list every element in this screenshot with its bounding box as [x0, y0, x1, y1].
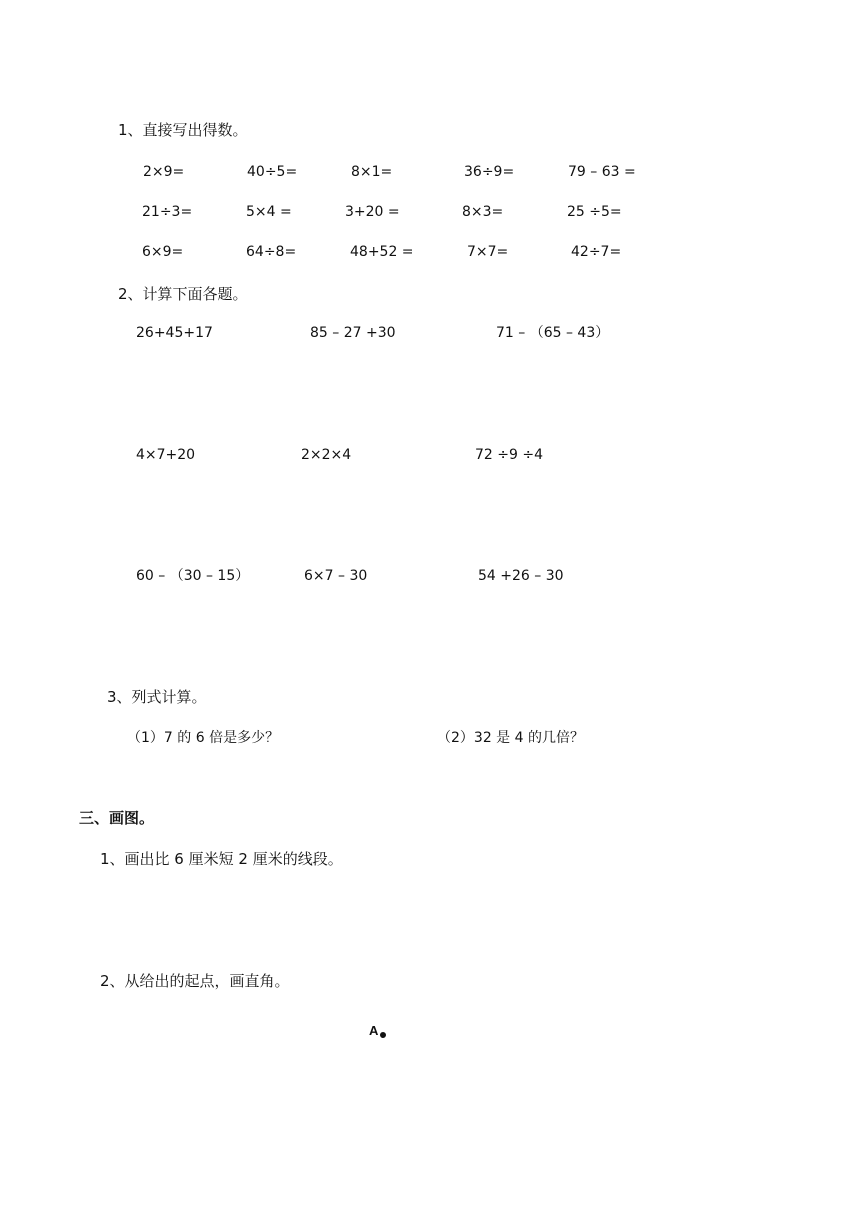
oral-calc-item: 5×4 =: [246, 204, 292, 220]
oral-calc-item: 25 ÷5=: [567, 204, 622, 220]
start-point-a: [369, 1024, 391, 1044]
calc-problem: 71 – （65 – 43）: [496, 325, 610, 341]
calc-problem: 6×7 – 30: [304, 568, 368, 584]
oral-calc-item: 8×3=: [462, 204, 504, 220]
oral-calc-item: 8×1=: [351, 164, 393, 180]
oral-calc-item: 7×7=: [467, 244, 509, 260]
oral-calc-item: 2×9=: [143, 164, 185, 180]
oral-calc-item: 21÷3=: [142, 204, 193, 220]
oral-calc-item: 40÷5=: [247, 164, 298, 180]
oral-calc-item: 36÷9=: [464, 164, 515, 180]
oral-calc-item: 48+52 =: [350, 244, 414, 260]
oral-calc-item: 64÷8=: [246, 244, 297, 260]
calc-problem: 60 – （30 – 15）: [136, 568, 250, 584]
word-problem-2: （2）32 是 4 的几倍？: [437, 730, 584, 746]
oral-calc-item: 42÷7=: [571, 244, 622, 260]
calc-problem: 85 – 27 +30: [310, 325, 396, 341]
calc-problem: 26+45+17: [136, 325, 213, 341]
point-a-label: A: [369, 1023, 379, 1038]
oral-calc-item: 3+20 =: [345, 204, 400, 220]
word-problem-1: （1）7 的 6 倍是多少？: [127, 730, 280, 746]
calc-problem: 4×7+20: [136, 447, 196, 463]
section3-title: 3、列式计算。: [107, 688, 207, 706]
draw-question-2: 2、从给出的起点，画直角。: [100, 972, 290, 990]
draw-question-1: 1、画出比 6 厘米短 2 厘米的线段。: [100, 850, 343, 868]
part3-title: 三、画图。: [79, 809, 155, 827]
calc-problem: 2×2×4: [301, 447, 352, 463]
point-dot-icon: [380, 1032, 386, 1038]
section2-title: 2、计算下面各题。: [118, 285, 248, 303]
calc-problem: 54 +26 – 30: [478, 568, 564, 584]
calc-problem: 72 ÷9 ÷4: [475, 447, 543, 463]
section1-title: 1、直接写出得数。: [118, 121, 248, 139]
oral-calc-item: 6×9=: [142, 244, 184, 260]
oral-calc-item: 79 – 63 =: [568, 164, 636, 180]
